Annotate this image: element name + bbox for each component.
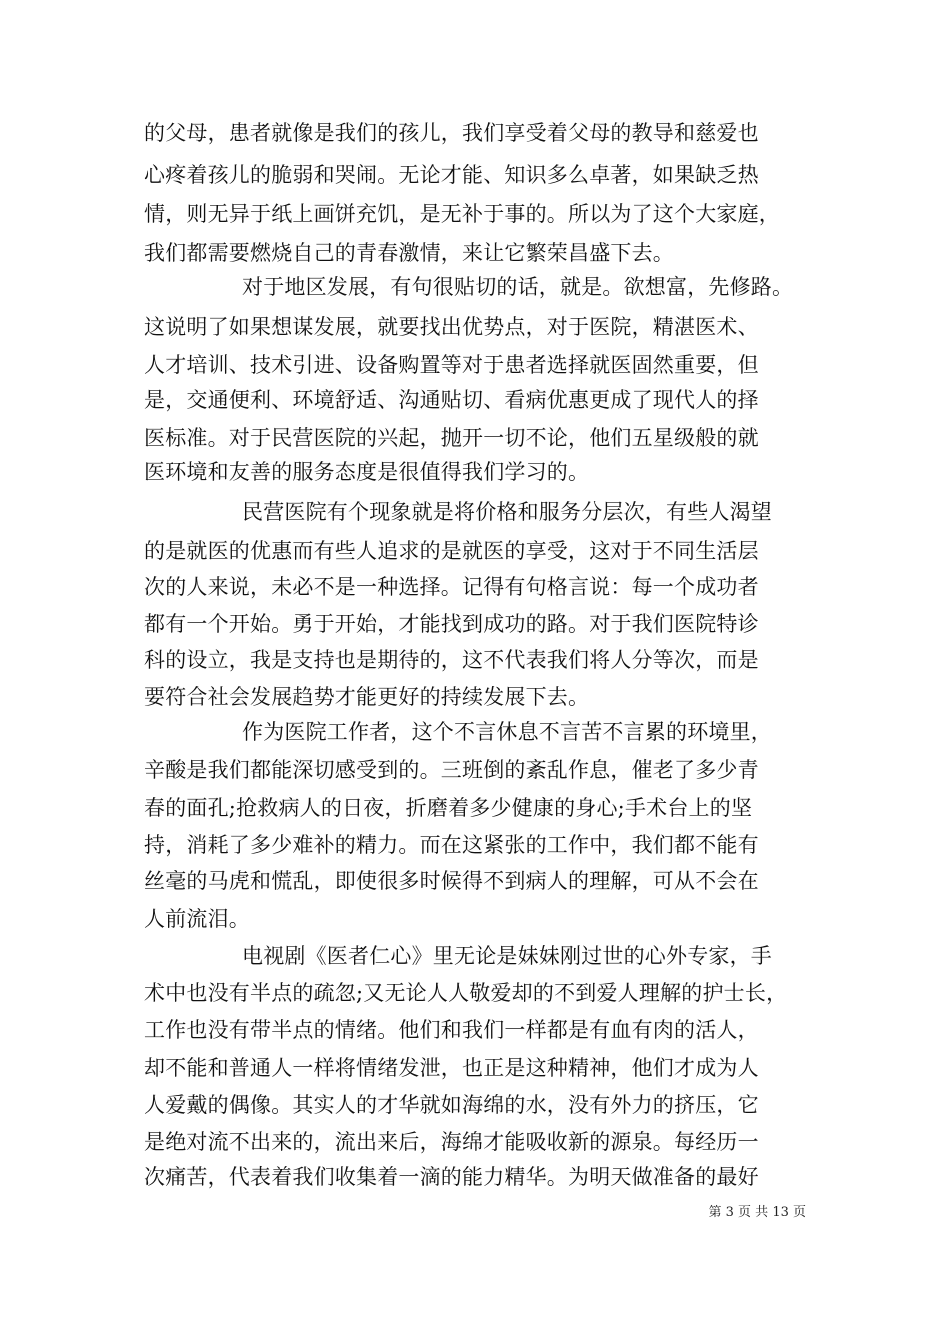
text-line: 术中也没有半点的疏忽;又无论人人敬爱却的不到爱人理解的护士长，: [144, 981, 788, 1005]
text-line: 是，交通便利、环境舒适、沟通贴切、看病优惠更成了现代人的择: [144, 388, 759, 412]
text-line: 次痛苦，代表着我们收集着一滴的能力精华。为明天做准备的最好: [144, 1165, 759, 1189]
text-line: 我们都需要燃烧自己的青春激情，来让它繁荣昌盛下去。: [144, 241, 674, 265]
paragraph-first-line: 作为医院工作者，这个不言休息不言苦不言累的环境里，: [242, 720, 772, 744]
text-line: 却不能和普通人一样将情绪发泄，也正是这种精神，他们才成为人: [144, 1056, 759, 1080]
text-line: 心疼着孩儿的脆弱和哭闹。无论才能、知识多么卓著，如果缺乏热: [144, 163, 759, 187]
text-line: 要符合社会发展趋势才能更好的持续发展下去。: [144, 685, 590, 709]
text-line: 的是就医的优惠而有些人追求的是就医的享受，这对于不同生活层: [144, 539, 759, 563]
text-line: 科的设立，我是支持也是期待的，这不代表我们将人分等次，而是: [144, 648, 759, 672]
text-line: 医标准。对于民营医院的兴起，抛开一切不论，他们五星级般的就: [144, 426, 759, 450]
page-number-footer: 第 3 页 共 13 页: [708, 1205, 806, 1220]
text-line: 人才培训、技术引进、设备购置等对于患者选择就医固然重要，但: [144, 353, 759, 377]
text-line: 是绝对流不出来的，流出来后，海绵才能吸收新的源泉。每经历一: [144, 1130, 759, 1154]
text-line: 都有一个开始。勇于开始，才能找到成功的路。对于我们医院特诊: [144, 612, 759, 636]
text-line: 次的人来说，未必不是一种选择。记得有句格言说：每一个成功者: [144, 575, 759, 599]
paragraph-first-line: 民营医院有个现象就是将价格和服务分层次，有些人渴望: [242, 500, 772, 524]
text-line: 情，则无异于纸上画饼充饥，是无补于事的。所以为了这个大家庭，: [144, 202, 780, 226]
text-line: 这说明了如果想谋发展，就要找出优势点，对于医院，精湛医术、: [144, 315, 759, 339]
paragraph-first-line: 对于地区发展，有句很贴切的话，就是。欲想富，先修路。: [242, 275, 794, 299]
text-line: 人前流泪。: [144, 907, 250, 931]
text-line: 医环境和友善的服务态度是很值得我们学习的。: [144, 460, 590, 484]
paragraph-first-line: 电视剧《医者仁心》里无论是妹妹刚过世的心外专家，手: [242, 944, 772, 968]
text-line: 人爱戴的偶像。其实人的才华就如海绵的水，没有外力的挤压，它: [144, 1093, 759, 1117]
text-line: 的父母，患者就像是我们的孩儿，我们享受着父母的教导和慈爱也: [144, 121, 759, 145]
text-line: 丝毫的马虎和慌乱，即使很多时候得不到病人的理解，可从不会在: [144, 869, 759, 893]
text-line: 工作也没有带半点的情绪。他们和我们一样都是有血有肉的活人，: [144, 1018, 759, 1042]
text-line: 辛酸是我们都能深切感受到的。三班倒的紊乱作息，催老了多少青: [144, 758, 759, 782]
text-line: 持，消耗了多少难补的精力。而在这紧张的工作中，我们都不能有: [144, 833, 759, 857]
text-line: 春的面孔;抢救病人的日夜，折磨着多少健康的身心;手术台上的坚: [144, 796, 753, 820]
